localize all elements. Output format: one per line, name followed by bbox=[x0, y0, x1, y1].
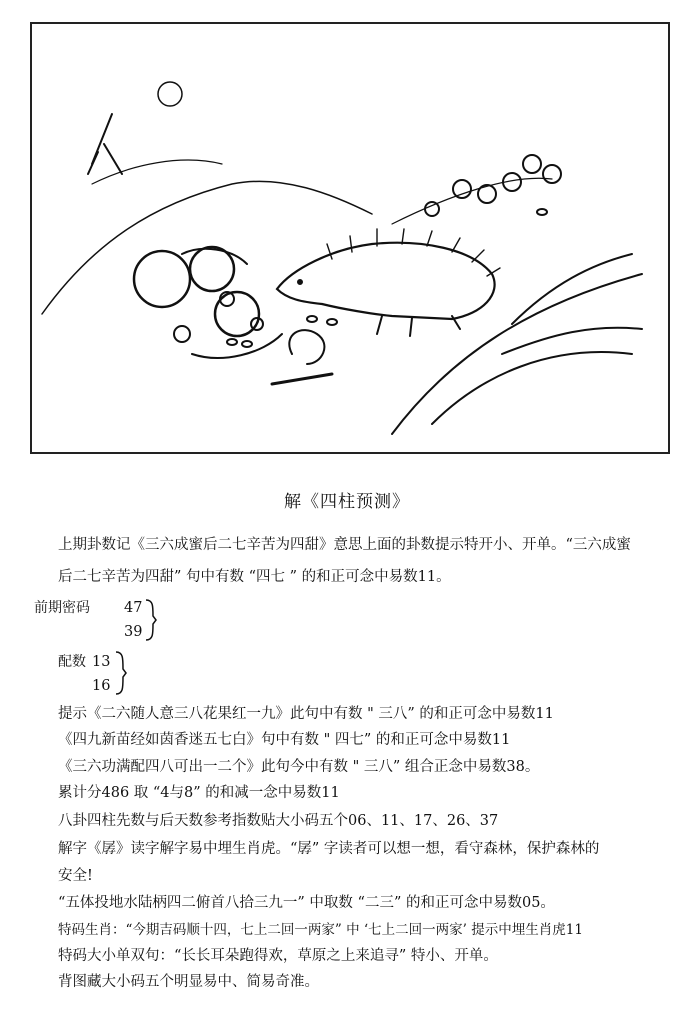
body-line-8: 解字《孱》读字解字易中埋生肖虎。“孱” 字读者可以想一想，看守森林，保护森林的 bbox=[58, 841, 600, 857]
body-line-13: 背图藏大小码五个明显易中、简易奇准。 bbox=[58, 974, 319, 990]
body-line-2: 后二七辛苦为四甜” 句中有数 “四七 ” 的和正可念中易数11。 bbox=[58, 569, 451, 585]
body-line-6: 累计分486 取 “4与8” 的和减一念中易数11 bbox=[58, 785, 340, 801]
body-line-11: 特码生肖：“今期吉码顺十四，七上二回一两家” 中 ‘七上二回一两家’ 提示中埋生肖虎11 bbox=[58, 922, 583, 938]
match-numbers-value: 16 bbox=[92, 678, 111, 694]
body-line-10: “五体投地水陆柄四二俯首八拾三九一” 中取数 “二三” 的和正可念中易数05。 bbox=[58, 895, 555, 911]
ink-drawing bbox=[32, 24, 668, 452]
match-numbers-value: 13 bbox=[92, 654, 111, 670]
hedgehog-illustration bbox=[30, 22, 670, 454]
brace-icon bbox=[114, 650, 128, 696]
previous-code-label: 前期密码 bbox=[34, 600, 90, 616]
body-line-9: 安全! bbox=[58, 868, 93, 884]
body-line-3: 提示《二六随人意三八花果红一九》此句中有数 " 三八” 的和正可念中易数11 bbox=[58, 706, 554, 722]
body-line-7: 八卦四柱先数与后天数参考指数贴大小码五个06、11、17、26、37 bbox=[58, 813, 499, 829]
article-title: 解《四柱预测》 bbox=[284, 492, 410, 512]
previous-code-value: 39 bbox=[124, 624, 143, 640]
body-line-12: 特码大小单双句：“长长耳朵跑得欢，草原之上来追寻” 特小、开单。 bbox=[58, 948, 498, 964]
brace-icon bbox=[144, 598, 158, 642]
match-numbers-label: 配数 bbox=[58, 654, 86, 670]
body-line-5: 《三六功满配四八可出一二个》此句今中有数 " 三八” 组合正念中易数38。 bbox=[58, 759, 540, 775]
body-line-1: 上期卦数记《三六成蜜后二七辛苦为四甜》意思上面的卦数提示特开小、开单。“三六成蜜 bbox=[58, 537, 631, 553]
body-line-4: 《四九新苗经如茵香迷五七白》句中有数 " 四七” 的和正可念中易数11 bbox=[58, 732, 511, 748]
previous-code-value: 47 bbox=[124, 600, 143, 616]
